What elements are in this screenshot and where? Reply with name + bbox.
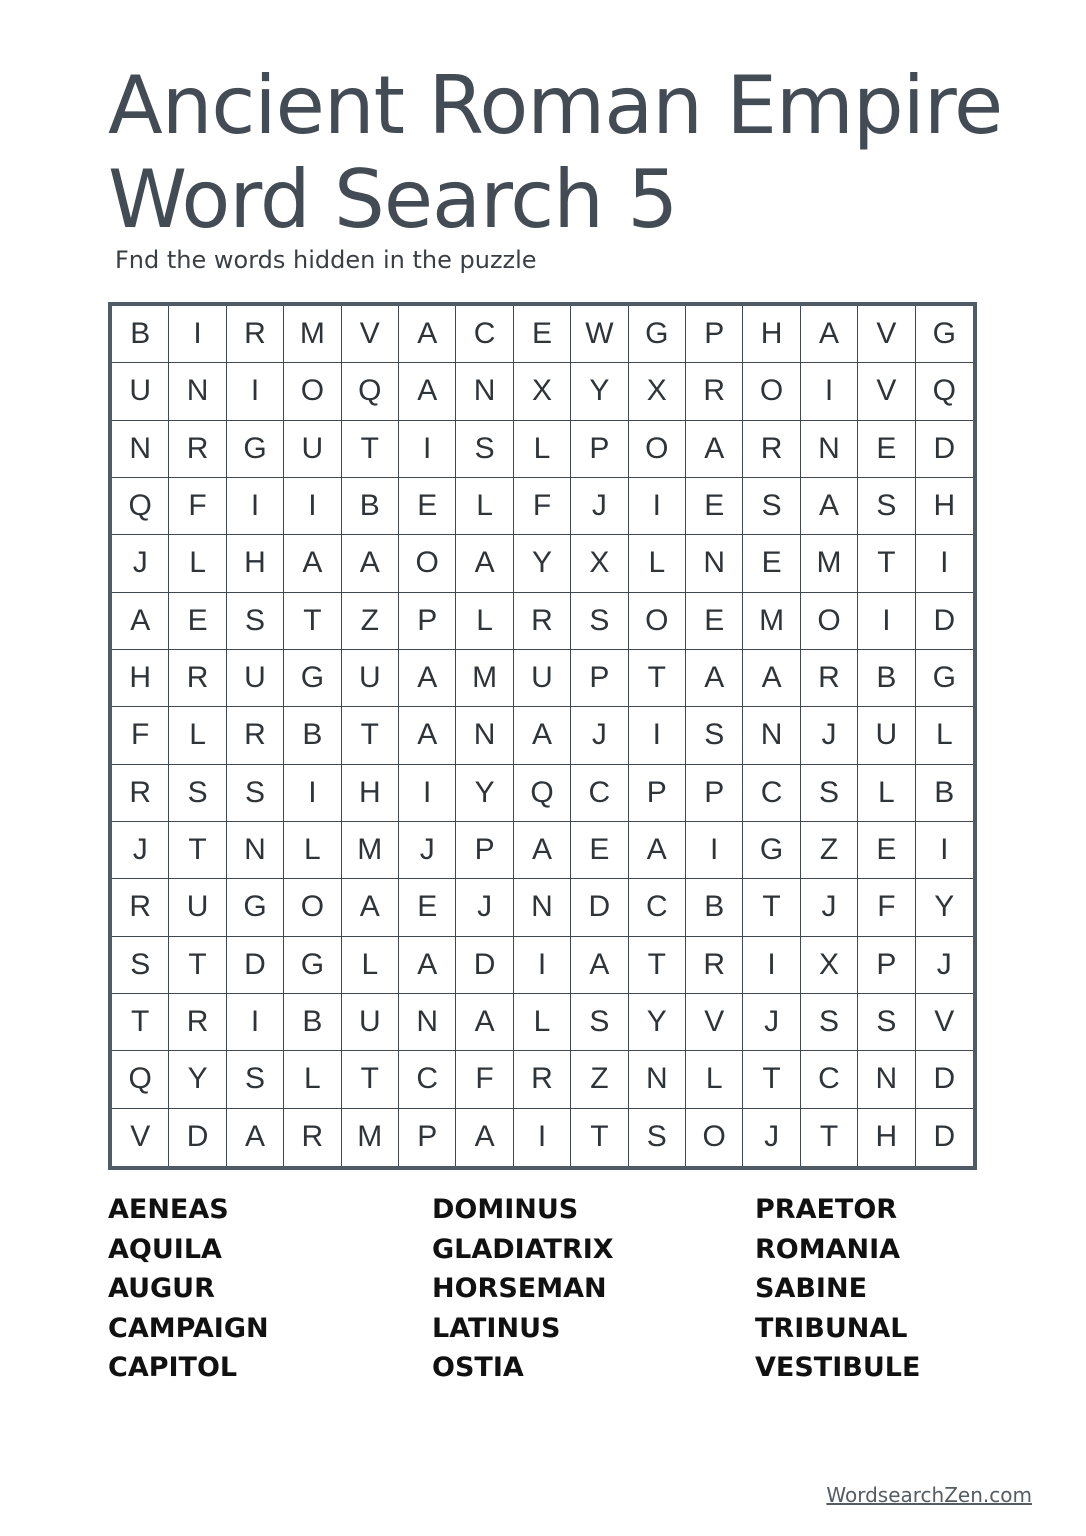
word-list-item: SABINE [755, 1273, 868, 1305]
grid-cell[interactable]: T [801, 1109, 858, 1166]
grid-cell[interactable]: S [571, 593, 628, 650]
word-list-item: OSTIA [432, 1352, 524, 1384]
grid-cell[interactable]: T [858, 535, 915, 592]
grid-cell[interactable]: E [686, 593, 743, 650]
grid-cell[interactable]: O [284, 363, 341, 420]
grid-cell[interactable]: Y [514, 535, 571, 592]
grid-cell[interactable]: A [227, 1109, 284, 1166]
grid-cell[interactable]: D [916, 593, 973, 650]
grid-cell[interactable]: I [399, 421, 456, 478]
grid-cell[interactable]: T [112, 994, 169, 1051]
grid-cell[interactable]: D [227, 937, 284, 994]
grid-cell[interactable]: J [801, 879, 858, 936]
grid-cell[interactable]: M [342, 822, 399, 879]
grid-cell[interactable]: N [686, 535, 743, 592]
grid-cell[interactable]: G [629, 306, 686, 363]
grid-cell[interactable]: P [399, 593, 456, 650]
grid-cell[interactable]: F [112, 707, 169, 764]
grid-cell[interactable]: A [342, 879, 399, 936]
grid-cell[interactable]: Y [629, 994, 686, 1051]
grid-cell[interactable]: H [342, 765, 399, 822]
grid-cell[interactable]: U [342, 650, 399, 707]
grid-cell[interactable]: L [514, 994, 571, 1051]
grid-cell[interactable]: R [112, 765, 169, 822]
grid-cell[interactable]: L [169, 707, 226, 764]
word-list-item: CAPITOL [108, 1352, 238, 1384]
grid-cell[interactable]: I [284, 765, 341, 822]
grid-cell[interactable]: I [227, 363, 284, 420]
grid-cell[interactable]: I [629, 478, 686, 535]
grid-cell[interactable]: W [571, 306, 628, 363]
grid-cell[interactable]: A [112, 593, 169, 650]
grid-cell[interactable]: I [227, 478, 284, 535]
grid-cell[interactable]: S [227, 593, 284, 650]
grid-cell[interactable]: G [227, 421, 284, 478]
grid-cell[interactable]: V [858, 306, 915, 363]
grid-cell[interactable]: O [629, 593, 686, 650]
grid-cell[interactable]: L [342, 937, 399, 994]
grid-cell[interactable]: X [629, 363, 686, 420]
grid-cell[interactable]: A [514, 822, 571, 879]
grid-cell[interactable]: A [629, 822, 686, 879]
grid-cell[interactable]: S [456, 421, 513, 478]
grid-cell[interactable]: A [399, 707, 456, 764]
puzzle-grid-frame [108, 302, 977, 1170]
grid-cell[interactable]: P [399, 1109, 456, 1166]
grid-cell[interactable]: U [112, 363, 169, 420]
grid-cell[interactable]: I [514, 1109, 571, 1166]
grid-cell[interactable]: S [686, 707, 743, 764]
grid-cell[interactable]: I [801, 363, 858, 420]
grid-cell[interactable]: I [743, 937, 800, 994]
grid-cell[interactable]: T [629, 650, 686, 707]
grid-cell[interactable]: R [514, 593, 571, 650]
grid-cell[interactable]: H [916, 478, 973, 535]
grid-cell[interactable]: T [169, 822, 226, 879]
grid-cell[interactable]: V [686, 994, 743, 1051]
grid-cell[interactable]: L [456, 478, 513, 535]
grid-cell[interactable]: U [227, 650, 284, 707]
grid-cell[interactable]: S [858, 994, 915, 1051]
grid-cell[interactable]: I [629, 707, 686, 764]
grid-cell[interactable]: J [801, 707, 858, 764]
grid-cell[interactable]: T [342, 1051, 399, 1108]
grid-cell[interactable]: S [801, 994, 858, 1051]
grid-cell[interactable]: O [686, 1109, 743, 1166]
grid-cell[interactable]: N [801, 421, 858, 478]
grid-cell[interactable]: S [227, 1051, 284, 1108]
grid-cell[interactable]: S [571, 994, 628, 1051]
grid-cell[interactable]: A [686, 421, 743, 478]
grid-cell[interactable]: L [456, 593, 513, 650]
grid-cell[interactable]: Z [801, 822, 858, 879]
grid-cell[interactable]: I [284, 478, 341, 535]
grid-cell[interactable]: C [743, 765, 800, 822]
grid-cell[interactable]: V [858, 363, 915, 420]
grid-cell[interactable]: J [743, 1109, 800, 1166]
grid-cell[interactable]: T [284, 593, 341, 650]
grid-cell[interactable]: Q [342, 363, 399, 420]
grid-cell[interactable]: C [571, 765, 628, 822]
grid-cell[interactable]: I [686, 822, 743, 879]
grid-cell[interactable]: T [571, 1109, 628, 1166]
grid-cell[interactable]: X [514, 363, 571, 420]
grid-cell[interactable]: B [112, 306, 169, 363]
grid-cell[interactable]: A [801, 306, 858, 363]
grid-cell[interactable]: E [514, 306, 571, 363]
grid-cell[interactable]: I [514, 937, 571, 994]
grid-cell[interactable]: N [227, 822, 284, 879]
grid-cell[interactable]: F [456, 1051, 513, 1108]
grid-cell[interactable]: V [342, 306, 399, 363]
grid-cell[interactable]: S [227, 765, 284, 822]
grid-cell[interactable]: H [227, 535, 284, 592]
word-list-item: VESTIBULE [755, 1352, 921, 1384]
grid-cell[interactable]: P [456, 822, 513, 879]
grid-cell[interactable]: R [743, 421, 800, 478]
grid-cell[interactable]: G [916, 306, 973, 363]
grid-cell[interactable]: I [858, 593, 915, 650]
grid-cell[interactable]: N [629, 1051, 686, 1108]
grid-cell[interactable]: H [743, 306, 800, 363]
grid-cell[interactable]: E [743, 535, 800, 592]
grid-cell[interactable]: R [112, 879, 169, 936]
grid-cell[interactable]: T [629, 937, 686, 994]
grid-cell[interactable]: U [858, 707, 915, 764]
grid-cell[interactable]: T [743, 879, 800, 936]
grid-cell[interactable]: O [801, 593, 858, 650]
grid-cell[interactable]: R [169, 994, 226, 1051]
grid-cell[interactable]: S [801, 765, 858, 822]
word-list-item: AUGUR [108, 1273, 215, 1305]
grid-cell[interactable]: P [686, 765, 743, 822]
grid-cell[interactable]: P [858, 937, 915, 994]
grid-cell[interactable]: Y [169, 1051, 226, 1108]
grid-cell[interactable]: R [227, 707, 284, 764]
grid-cell[interactable]: J [399, 822, 456, 879]
word-list-column-1 [108, 1190, 269, 1388]
word-list-item: CAMPAIGN [108, 1312, 269, 1344]
grid-cell[interactable]: R [169, 421, 226, 478]
word-list-item: PRAETOR [755, 1194, 898, 1225]
grid-cell[interactable]: X [571, 535, 628, 592]
grid-cell[interactable]: N [456, 707, 513, 764]
grid-cell[interactable]: Z [571, 1051, 628, 1108]
grid-cell[interactable]: I [916, 535, 973, 592]
grid-cell[interactable]: O [743, 363, 800, 420]
grid-cell[interactable]: M [456, 650, 513, 707]
grid-cell[interactable]: J [571, 478, 628, 535]
grid-cell[interactable]: A [456, 994, 513, 1051]
grid-cell[interactable]: Q [916, 363, 973, 420]
grid-cell[interactable]: U [169, 879, 226, 936]
grid-cell[interactable]: L [284, 822, 341, 879]
grid-cell[interactable]: S [858, 478, 915, 535]
grid-cell[interactable]: T [342, 707, 399, 764]
grid-cell[interactable]: F [858, 879, 915, 936]
grid-cell[interactable]: N [399, 994, 456, 1051]
grid-cell[interactable]: P [686, 306, 743, 363]
grid-cell[interactable]: R [284, 1109, 341, 1166]
grid-cell[interactable]: O [284, 879, 341, 936]
footer-website-link[interactable]: WordsearchZen.com [826, 1483, 1032, 1507]
grid-cell[interactable]: A [686, 650, 743, 707]
grid-cell[interactable]: D [169, 1109, 226, 1166]
grid-cell[interactable]: M [743, 593, 800, 650]
grid-cell[interactable]: O [629, 421, 686, 478]
grid-cell[interactable]: U [342, 994, 399, 1051]
word-list-item: ROMANIA [755, 1233, 901, 1265]
grid-cell[interactable]: F [514, 478, 571, 535]
grid-cell[interactable]: A [456, 535, 513, 592]
grid-cell[interactable]: R [686, 363, 743, 420]
grid-cell[interactable]: A [399, 363, 456, 420]
grid-cell[interactable]: A [399, 306, 456, 363]
grid-cell[interactable]: C [629, 879, 686, 936]
grid-cell[interactable]: Y [571, 363, 628, 420]
word-list-item: AENEAS [108, 1194, 229, 1225]
grid-cell[interactable]: S [112, 937, 169, 994]
instructions-subtitle: Fnd the words hidden in the puzzle [115, 246, 537, 274]
grid-cell[interactable]: F [169, 478, 226, 535]
word-list-item: HORSEMAN [432, 1273, 607, 1305]
grid-cell[interactable]: U [514, 650, 571, 707]
grid-cell[interactable]: Z [342, 593, 399, 650]
grid-cell[interactable]: E [686, 478, 743, 535]
grid-cell[interactable]: A [801, 478, 858, 535]
grid-cell[interactable]: B [284, 994, 341, 1051]
grid-cell[interactable]: E [858, 421, 915, 478]
grid-cell[interactable]: B [686, 879, 743, 936]
grid-cell[interactable]: J [112, 822, 169, 879]
grid-cell[interactable]: C [801, 1051, 858, 1108]
grid-cell[interactable]: P [571, 650, 628, 707]
word-list-item: TRIBUNAL [755, 1312, 908, 1344]
word-list-item: LATINUS [432, 1312, 561, 1344]
grid-cell[interactable]: N [743, 707, 800, 764]
grid-cell[interactable]: M [342, 1109, 399, 1166]
grid-cell[interactable]: G [227, 879, 284, 936]
grid-cell[interactable]: Q [112, 1051, 169, 1108]
grid-cell[interactable]: M [801, 535, 858, 592]
grid-cell[interactable]: S [629, 1109, 686, 1166]
page-title-line-2: Word Search 5 [108, 153, 678, 246]
grid-cell[interactable]: R [514, 1051, 571, 1108]
grid-cell[interactable]: B [858, 650, 915, 707]
grid-cell[interactable]: O [399, 535, 456, 592]
grid-cell[interactable]: B [342, 478, 399, 535]
grid-cell[interactable]: A [399, 650, 456, 707]
grid-cell[interactable]: R [169, 650, 226, 707]
grid-cell[interactable]: C [456, 306, 513, 363]
grid-cell[interactable]: R [686, 937, 743, 994]
grid-cell[interactable]: P [629, 765, 686, 822]
grid-cell[interactable]: Q [112, 478, 169, 535]
word-list-item: DOMINUS [432, 1194, 579, 1225]
grid-cell[interactable]: B [916, 765, 973, 822]
grid-cell[interactable]: L [514, 421, 571, 478]
grid-cell[interactable]: D [916, 421, 973, 478]
grid-cell[interactable]: N [514, 879, 571, 936]
grid-cell[interactable]: T [743, 1051, 800, 1108]
grid-cell[interactable]: L [858, 765, 915, 822]
grid-cell[interactable]: I [916, 822, 973, 879]
grid-cell[interactable]: L [629, 535, 686, 592]
grid-cell[interactable]: A [342, 535, 399, 592]
grid-cell[interactable]: J [112, 535, 169, 592]
grid-cell[interactable]: D [916, 1051, 973, 1108]
grid-cell[interactable]: M [284, 306, 341, 363]
grid-cell[interactable]: V [916, 994, 973, 1051]
grid-cell[interactable]: J [916, 937, 973, 994]
grid-cell[interactable]: X [801, 937, 858, 994]
grid-cell[interactable]: I [399, 765, 456, 822]
grid-cell[interactable]: H [112, 650, 169, 707]
grid-cell[interactable]: G [743, 822, 800, 879]
grid-cell[interactable]: Y [916, 879, 973, 936]
word-list-item: GLADIATRIX [432, 1233, 614, 1265]
grid-cell[interactable]: S [743, 478, 800, 535]
grid-cell[interactable]: J [456, 879, 513, 936]
grid-cell[interactable]: E [399, 879, 456, 936]
grid-cell[interactable]: D [933, 1120, 956, 1154]
grid-cell[interactable]: G [284, 937, 341, 994]
grid-cell[interactable]: G [916, 650, 973, 707]
grid-cell[interactable]: D [456, 937, 513, 994]
grid-cell[interactable]: N [169, 363, 226, 420]
word-list-column-2 [432, 1190, 614, 1388]
letter-grid [112, 306, 973, 1166]
grid-cell[interactable]: G [284, 650, 341, 707]
grid-cell[interactable]: P [571, 421, 628, 478]
grid-cell[interactable]: E [169, 593, 226, 650]
grid-cell[interactable]: E [858, 822, 915, 879]
grid-cell[interactable]: Y [456, 765, 513, 822]
grid-cell[interactable]: B [284, 707, 341, 764]
grid-cell[interactable]: U [284, 421, 341, 478]
grid-cell[interactable]: D [571, 879, 628, 936]
grid-cell[interactable]: A [399, 937, 456, 994]
grid-cell[interactable]: I [227, 994, 284, 1051]
word-list-item: AQUILA [108, 1233, 222, 1265]
grid-cell[interactable]: L [686, 1051, 743, 1108]
grid-cell[interactable]: S [169, 765, 226, 822]
grid-cell[interactable]: A [571, 937, 628, 994]
grid-cell[interactable]: R [227, 306, 284, 363]
grid-cell[interactable]: I [169, 306, 226, 363]
grid-cell[interactable]: E [571, 822, 628, 879]
grid-cell[interactable]: N [858, 1051, 915, 1108]
grid-cell[interactable]: C [399, 1051, 456, 1108]
grid-cell[interactable]: R [801, 650, 858, 707]
grid-cell[interactable]: N [456, 363, 513, 420]
grid-cell[interactable]: A [284, 535, 341, 592]
page-title-line-1: Ancient Roman Empire [108, 59, 1003, 152]
grid-cell[interactable]: T [342, 421, 399, 478]
grid-cell[interactable]: V [112, 1109, 169, 1166]
grid-cell[interactable]: L [916, 707, 973, 764]
word-list-column-3 [755, 1190, 920, 1388]
grid-cell[interactable]: L [169, 535, 226, 592]
grid-cell[interactable]: N [112, 421, 169, 478]
grid-cell[interactable]: Q [514, 765, 571, 822]
grid-cell[interactable]: A [514, 707, 571, 764]
grid-cell[interactable]: H [858, 1109, 915, 1166]
grid-cell[interactable]: A [456, 1109, 513, 1166]
grid-cell[interactable]: E [399, 478, 456, 535]
grid-cell[interactable]: J [743, 994, 800, 1051]
grid-cell[interactable]: T [169, 937, 226, 994]
grid-cell[interactable]: J [571, 707, 628, 764]
grid-cell[interactable]: L [284, 1051, 341, 1108]
grid-cell[interactable]: A [743, 650, 800, 707]
